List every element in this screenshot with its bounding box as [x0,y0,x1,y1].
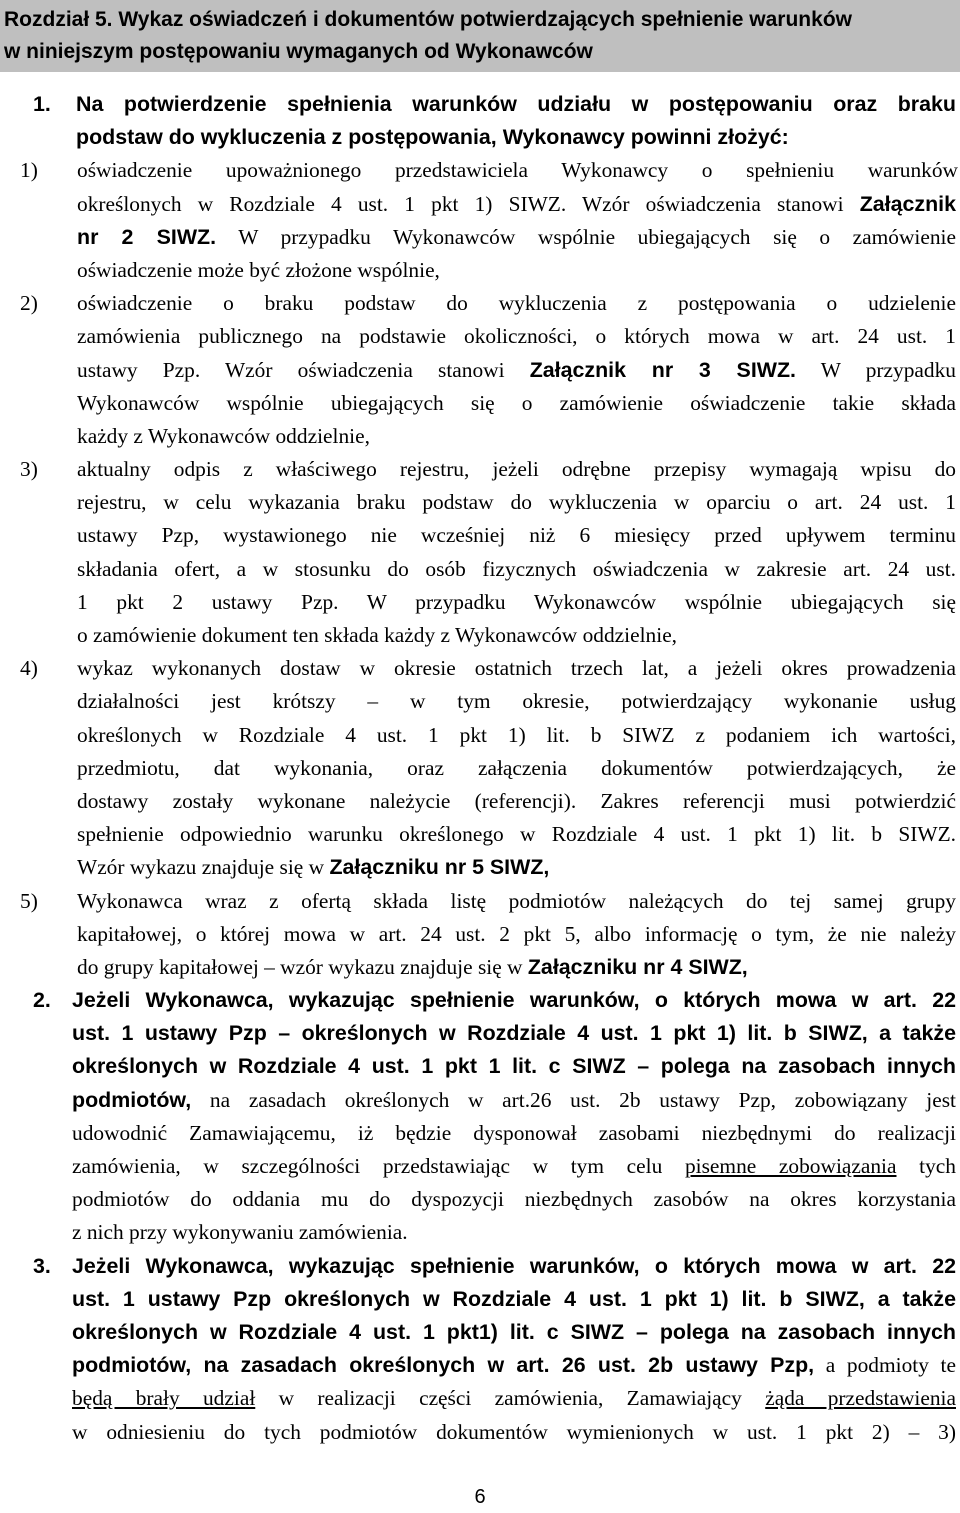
section-2-number: 2. [33,988,51,1013]
underlined-phrase: pisemne zobowiązania [684,1154,897,1178]
underlined-phrase: żąda przedstawienia [765,1386,956,1411]
item-4-number: 4) [20,656,38,681]
section-3-line: 3. Jeżeli Wykonawca, wykazując spełnienie warunków, o których mowa w art. 22 [0,1250,960,1283]
item-5: 5) Wykonawca wraz z ofertą składa listę podmiotów należących do tej samej grupy [0,885,960,918]
document-body: 1. Na potwierdzenie spełnienia warunków udziału w postępowaniu oraz braku podstaw do wykluczenia z postępowania, Wykonawcy powinni złożyć: 1) oświadczenie upoważnionego przedstawiciela Wykonawcy o spełnieniu warunków określonych w Rozdziale 4 ust. 1 pkt 1) SIWZ. Wzór oświadczenia stanowi Załącznik nr 2 SIWZ. W przypadku Wykonawców wspólnie ubiegających się o zamówienie oświadczenie może być złożone wspólnie, 2) oświadczenie o braku podstaw do wykluczenia z postępowania o udzielenie zamówienia publicznego na podstawie okoliczności, o których mowa w art. 24 ust. 1 ustawy Pzp. Wzór oświadczenia stanowi Załącznik nr 3 SIWZ. W przypadku Wykonawców wspólnie ubiegających się o zamówienie oświadczenie takie składa każdy z Wykonawców oddzielnie, 3) aktualny odpis z właściwego rejestru, jeżeli odrębne przepisy wymagają wpisu do rejestru, w celu wykazania braku podstaw do wykluczenia w oparciu o art. 24 ust. 1 ustawy Pzp, wystawionego nie wcześniej niż 6 miesięcy przed upływem terminu składania ofert, a w stosunku do osób fizycznych oświadczenia w zakresie art. 24 ust. 1 pkt 2 ustawy Pzp. W przypadku Wykonawców wspólnie ubiegających się o zamówienie dokument ten składa każdy z Wykonawców oddzielnie, 4) wykaz wykonanych dostaw w okresie ostatnich trzech lat, a jeżeli okres prowadzenia działalności jest krótszy – w tym okresie, potwierdzający wykonanie usług określonych w Rozdziale 4 ust. 1 pkt 1) lit. b SIWZ z podaniem ich wartości, przedmiotu, dat wykonania, oraz załączenia dokumentów potwierdzających, że dostawy zostały wykonane należycie (referencji). Zakres referencji musi potwierdzić spełnienie odpowiednio warunku określonego w Rozdziale 4 ust. 1 pkt 1) lit. b SIWZ. Wzór wykazu znajduje się w Załączniku nr 5 SIWZ, 5) Wykonawca wraz z ofertą składa listę podmiotów należących do tej samej grupy kapitałowej, o której mowa w art. 24 ust. 2 pkt 5, albo informację o tym, że nie należy do grupy kapitałowej – wzór wykazu znajduje się w Załączniku nr 4 SIWZ, 2. Jeżeli Wykonawca, wykazując spełnienie warunków, o których mowa w art. 22 ust. 1 ustawy Pzp – określonych w Rozdziale 4 ust. 1 pkt 1) lit. b SIWZ, a także określonych w Rozdziale 4 ust. 1 pkt 1 lit. c SIWZ – polega na zasobach innych podmiotów, na zasadach określonych w art.26 ust. 2b ustawy Pzp, zobowiązany jest udowodnić Zamawiającemu, iż będzie dysponował zasobami niezbędnymi do realizacji zamówienia, w szczególności przedstawiając w tym celu pisemne zobowiązania tych podmiotów do oddania mu do dyspozycji niezbędnych zasobów na okres korzystania z nich przy wykonywaniu zamówienia. 3. Jeżeli Wykonawca, wykazując spełnienie warunków, o których mowa w art. 22 ust. 1 ustawy Pzp określonych w Rozdziale 4 ust. 1 pkt 1) lit. b SIWZ, a także określonych w Rozdziale 4 ust. 1 pkt1) lit. c SIWZ – polega na zasobach innych podmiotów, na zasadach określonych w art. 26 ust. 2b ustawy Pzp, a podmioty te będą brały udział w realizacji części zamówienia, Zamawiający żąda przedstawienia w odniesieniu do tych podmiotów dokumentów wymienionych w ust. 1 pkt 2) – 3) [0,88,960,1449]
item-3-number: 3) [20,457,38,482]
item-5-number: 5) [20,888,38,913]
chapter-heading-line-2: w niniejszym postępowaniu wymaganych od Wykonawców [4,40,593,63]
page-number: 6 [474,1486,486,1508]
item-3: 3) aktualny odpis z właściwego rejestru, jeżeli odrębne przepisy wymagają wpisu do [0,453,960,486]
section-3-number: 3. [33,1253,51,1278]
section-1-line: 1. Na potwierdzenie spełnienia warunków udziału w postępowaniu oraz braku [0,88,960,121]
underlined-phrase: będą brały udział [72,1386,256,1411]
chapter-heading-line-1: Rozdział 5. Wykaz oświadczeń i dokumentów potwierdzających spełnienie warunków [4,8,852,31]
section-2-line: 2. Jeżeli Wykonawca, wykazując spełnienie warunków, o których mowa w art. 22 [0,984,960,1017]
item-2-number: 2) [20,291,38,316]
item-1: 1) oświadczenie upoważnionego przedstawiciela Wykonawcy o spełnieniu warunków [0,154,960,187]
section-1-number: 1. [33,92,51,116]
item-2: 2) oświadczenie o braku podstaw do wykluczenia z postępowania o udzielenie [0,287,960,320]
item-4: 4) wykaz wykonanych dostaw w okresie ostatnich trzech lat, a jeżeli okres prowadzenia [0,652,960,685]
chapter-heading [0,0,960,72]
item-1-number: 1) [20,158,38,183]
